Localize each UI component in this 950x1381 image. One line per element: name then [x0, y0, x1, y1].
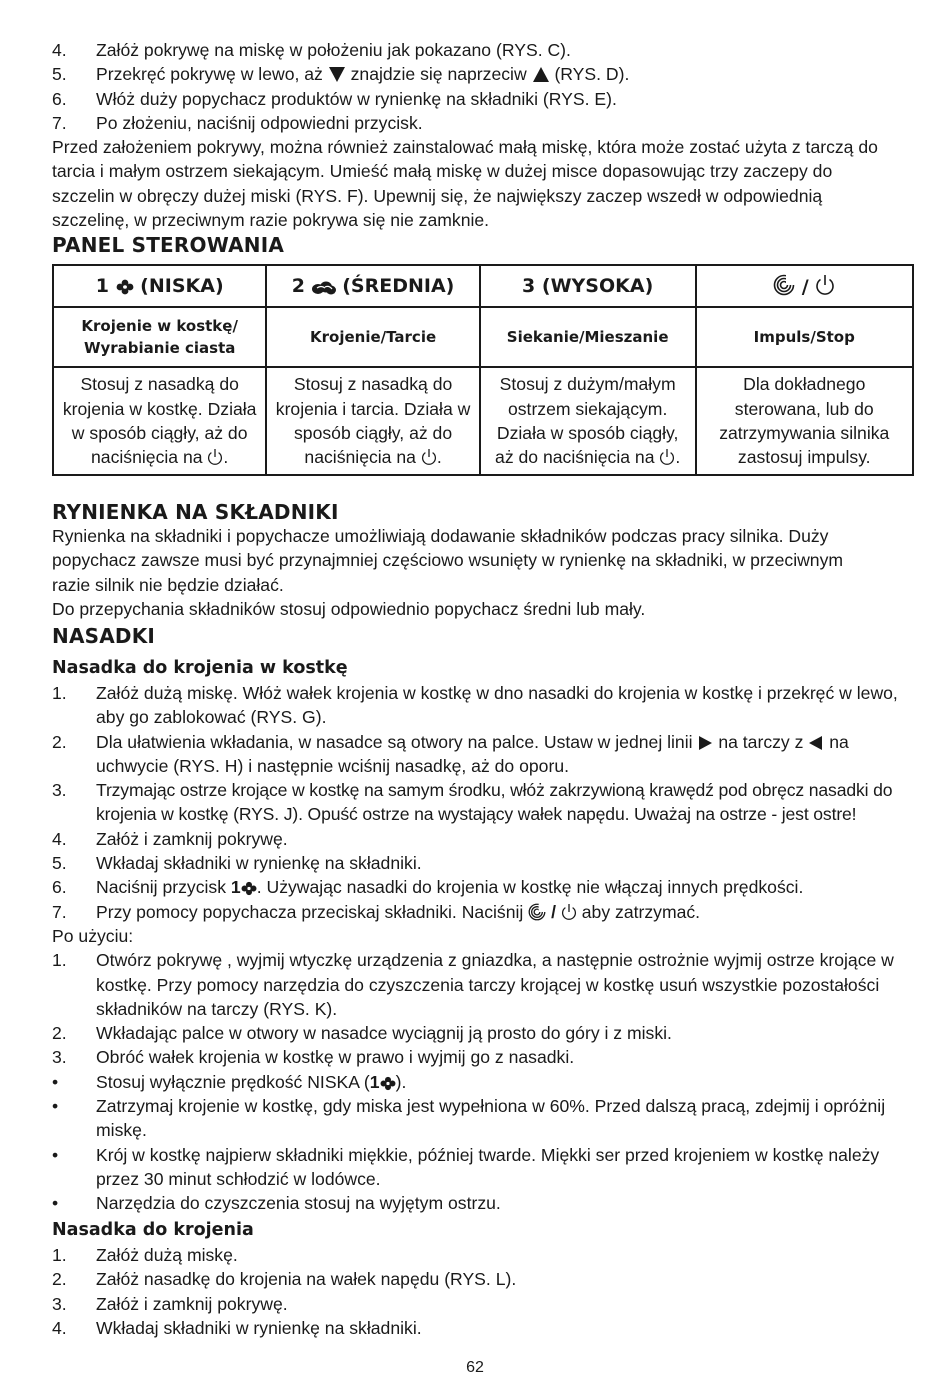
table-row [53, 265, 913, 307]
list-item: 4. Załóż pokrywę na miskę w położeniu jak pokazano (RYS. C). [52, 40, 571, 60]
table-cell: 2 (ŚREDNIA) [266, 265, 479, 307]
power-icon [421, 448, 437, 466]
list-item: 3. Załóż i zamknij pokrywę. [52, 1293, 288, 1314]
table-cell: 1 (NISKA) [53, 265, 266, 307]
table-cell: Impuls/Stop [696, 307, 914, 367]
page-number: 62 [466, 1359, 484, 1376]
speed-low-icon [116, 279, 134, 295]
intro-paragraph: Przed założeniem pokrywy, można również zainstalować małą miskę, która może zostać użyta z tarczą do tarcia i małym ostrzem siekającym. Umieść małą miskę w dużej misce dopasowując trzy zaczepy do szczelin w obręczy dużej miski (RYS. F). Upewnij się, że największy zaczep wszedł w odpowiednią szczelinę, w przeciwnym razie pokrywa się nie zamknie. [52, 137, 878, 231]
list-item: 4. Załóż i zamknij pokrywę. [52, 828, 288, 849]
pulse-icon [528, 903, 546, 921]
power-icon [561, 903, 577, 921]
table-row [53, 367, 913, 475]
list-item: 2. Załóż nasadkę do krojenia na wałek napędu (RYS. L). [52, 1269, 517, 1290]
krojenia-steps [52, 1243, 922, 1340]
list-item: • Krój w kostkę najpierw składniki miękkie, później twarde. Miękki ser przed krojeniem w kostkę należy przez 30 minut schłodzić w lodówce. [52, 1144, 880, 1189]
list-item: 4. Wkładaj składniki w rynienkę na składniki. [52, 1317, 422, 1338]
list-item: 5. Przekręć pokrywę w lewo, aż znajdzie się naprzeciw (RYS. D). [52, 64, 630, 85]
list-item: 1. Załóż dużą miskę. [52, 1245, 238, 1265]
power-icon [815, 274, 835, 296]
list-item: • Stosuj wyłącznie prędkość NISKA (1 ). [52, 1071, 407, 1092]
control-panel-table [52, 264, 914, 476]
table-cell: Krojenie w kostkę/ Wyrabianie ciasta [53, 307, 266, 367]
list-item: 6. Włóż duży popychacz produktów w rynienkę na składniki (RYS. E). [52, 88, 617, 109]
kostka-heading: Nasadka do krojenia w kostkę [52, 658, 348, 678]
rynienka-paragraph: Rynienka na składniki i popychacze umożliwiają dodawanie składników podczas pracy silnika. Duży popychacz zawsze musi być przynajmniej częściowo wsunięty w rynienkę na składniki, w przeciwnym razie silnik nie będzie działać. Do przepychania składników stosuj odpowiednio popychacz średni lub mały. [52, 526, 844, 619]
table-cell: / [696, 265, 914, 307]
intro-steps [52, 38, 922, 232]
kostka-steps [52, 681, 922, 1216]
table-cell: Stosuj z nasadką do krojenia i tarcia. Działa w sposób ciągły, aż do naciśnięcia na . [266, 367, 479, 475]
panel-heading: PANEL STEROWANIA [52, 233, 285, 257]
list-item: 5. Wkładaj składniki w rynienkę na składniki. [52, 853, 422, 874]
list-item: 7. Przy pomocy popychacza przeciskaj składniki. Naciśnij / aby zatrzymać. [52, 901, 701, 922]
arrow-left-icon [808, 735, 824, 751]
list-item: 1. Załóż dużą miskę. Włóż wałek krojenia w kostkę w dno nasadki do krojenia w kostkę i przekręć w lewo, aby go zablokować (RYS. G). [52, 683, 898, 728]
list-item: 6. Naciśnij przycisk 1 . Używając nasadki do krojenia w kostkę nie włączaj innych prędkości. [52, 877, 804, 898]
list-item: 2. Dla ułatwienia wkładania, w nasadce są otwory na palce. Ustaw w jednej linii na tarczy z na uchwycie (RYS. H) i następnie wciśnij nasadkę, aż do oporu. [52, 731, 849, 776]
speed-medium-icon [312, 281, 336, 295]
krojenia-heading: Nasadka do krojenia [52, 1220, 254, 1240]
list-item: • Narzędzia do czyszczenia stosuj na wyjętym ostrzu. [52, 1193, 501, 1214]
triangle-up-icon [532, 65, 550, 83]
list-item: 7. Po złożeniu, naciśnij odpowiedni przycisk. [52, 112, 423, 133]
after-use-label: Po użyciu: [52, 925, 134, 946]
table-cell: Dla dokładnego sterowana, lub do zatrzymywania silnika zastosuj impulsy. [696, 367, 914, 475]
speed-low-icon [241, 881, 257, 896]
list-item: • Zatrzymaj krojenie w kostkę, gdy miska jest wypełniona w 60%. Przed dalszą pracą, zdejmij i opróżnij miskę. [52, 1096, 886, 1141]
power-icon [659, 448, 675, 466]
list-item: 2. Wkładając palce w otwory w nasadce wyciągnij ją prosto do góry i z miski. [52, 1023, 672, 1044]
list-item: 3. Trzymając ostrze krojące w kostkę na samym środku, włóż zakrzywioną krawędź pod obręcz nasadki do krojenia w kostkę (RYS. J). Opuść ostrze na wystający wałek napędu. Uważaj na ostrze - jest ostre! [52, 780, 893, 825]
list-item: 1. Otwórz pokrywę , wyjmij wtyczkę urządzenia z gniazdka, a następnie ostrożnie wyjmij ostrze krojące w kostkę. Przy pomocy narzędzia do czyszczenia tarczy krojącej w kostkę usuń wszystkie pozostałości składników na tarczy (RYS. K). [52, 950, 894, 1019]
speed-low-icon [380, 1076, 396, 1091]
table-cell: Siekanie/Mieszanie [480, 307, 696, 367]
table-cell: Stosuj z nasadką do krojenia w kostkę. Działa w sposób ciągły, aż do naciśnięcia na . [53, 367, 266, 475]
table-cell: Stosuj z dużym/małym ostrzem siekającym. Działa w sposób ciągły, aż do naciśnięcia na . [480, 367, 696, 475]
rynienka-heading: RYNIENKA NA SKŁADNIKI [52, 500, 339, 524]
table-cell: Krojenie/Tarcie [266, 307, 479, 367]
triangle-down-icon [328, 65, 346, 83]
list-item: 3. Obróć wałek krojenia w kostkę w prawo i wyjmij go z nasadki. [52, 1047, 575, 1068]
nasadki-heading: NASADKI [52, 624, 156, 648]
table-row [53, 307, 913, 367]
power-icon [207, 448, 223, 466]
pulse-icon [773, 274, 795, 296]
arrow-right-icon [697, 735, 713, 751]
table-cell: 3 (WYSOKA) [480, 265, 696, 307]
